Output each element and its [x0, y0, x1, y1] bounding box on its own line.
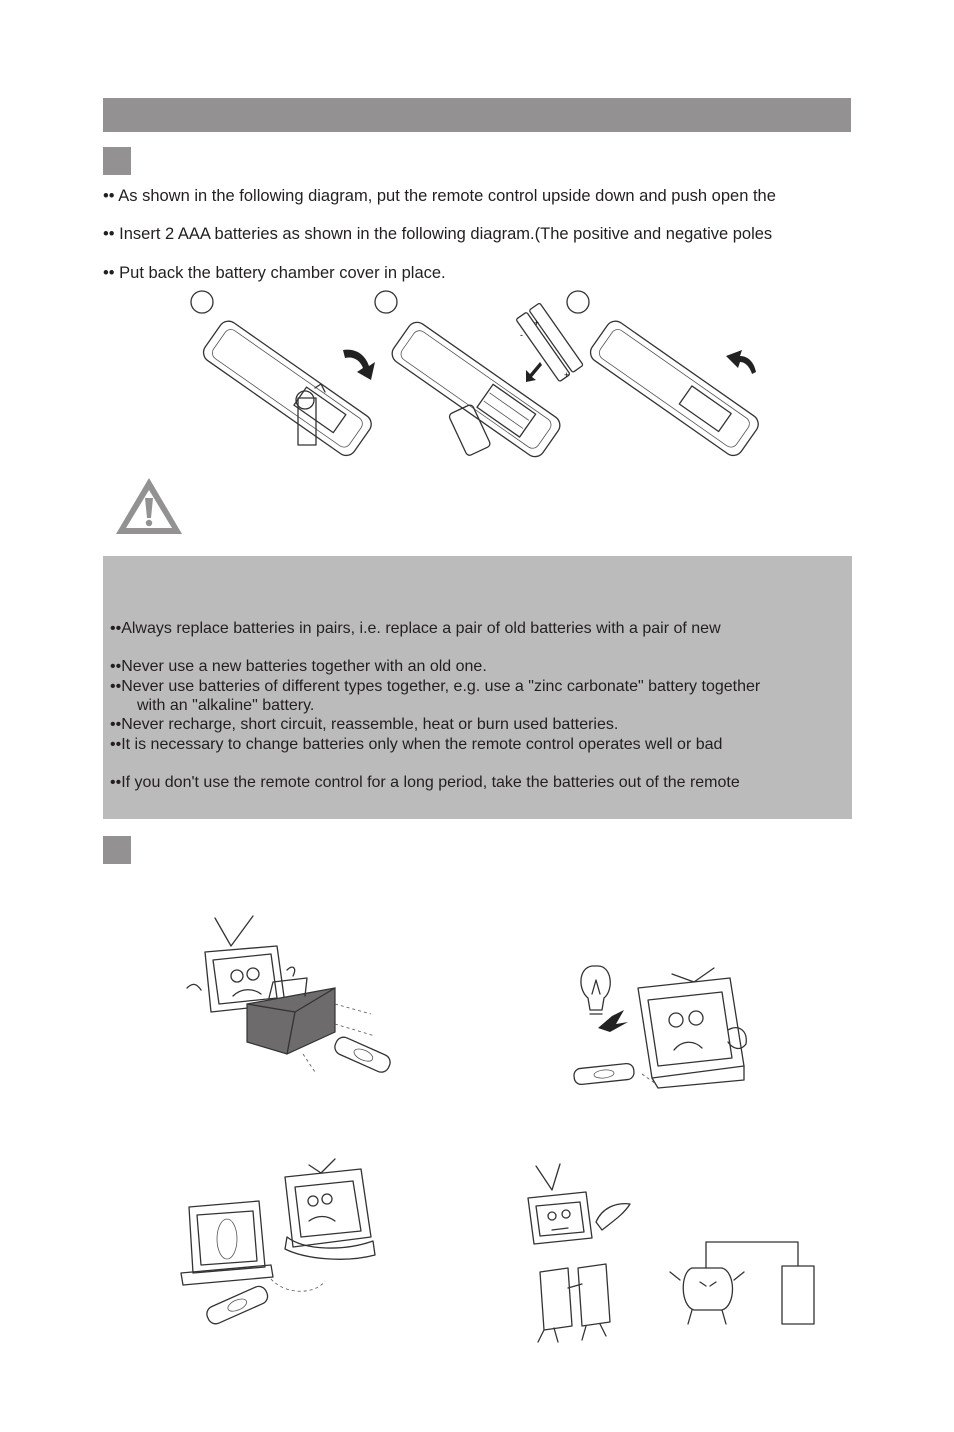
warning-item-5 — [110, 735, 722, 754]
instruction-3: •• Put back the battery chamber cover in place. — [103, 264, 446, 282]
warning-item-4-text: ••Never recharge, short circuit, reassemble, heat or burn used batteries. — [110, 716, 619, 733]
battery-plus-mark-2: + — [564, 370, 570, 380]
instruction-1: •• As shown in the following diagram, put the remote control upside down and push open the — [103, 187, 776, 205]
battery-minus-mark: - — [520, 330, 523, 340]
instruction-2: •• Insert 2 AAA batteries as shown in the following diagram.(The positive and negative poles — [103, 225, 773, 243]
warning-item-3-continuation: with an "alkaline" battery. — [137, 697, 315, 714]
warning-item-4 — [110, 715, 618, 734]
warning-item-3 — [110, 677, 760, 715]
warning-item-6-text: ••If you don't use the remote control for a long period, take the batteries out of the remote — [110, 774, 740, 791]
tv-under-lamp-illustration — [568, 960, 773, 1098]
warning-item-2-text: ••Never use a new batteries together with an old one. — [110, 658, 487, 675]
section-header-bar — [103, 98, 851, 132]
tv-with-second-tv-illustration — [175, 1155, 395, 1330]
warning-triangle-icon — [112, 474, 186, 538]
warning-item-2 — [110, 657, 487, 676]
section-marker-1 — [103, 147, 131, 175]
warning-item-1 — [110, 619, 721, 638]
tv-with-batteries-illustration — [520, 1160, 825, 1348]
battery-plus-mark: + — [534, 318, 540, 328]
step-3-close-cover-illustration — [562, 288, 777, 473]
section-marker-2 — [103, 836, 131, 864]
step-2-insert-batteries-illustration — [372, 288, 587, 473]
warning-item-3-text: ••Never use batteries of different types together, e.g. use a "zinc carbonate" battery together — [110, 678, 761, 695]
warning-item-1-text: ••Always replace batteries in pairs, i.e. replace a pair of old batteries with a pair of new — [110, 620, 721, 637]
step-1-open-cover-illustration — [185, 288, 395, 473]
tv-with-box-obstacle-illustration — [175, 912, 400, 1082]
warning-item-6 — [110, 773, 740, 792]
warning-item-5-text: ••It is necessary to change batteries only when the remote control operates well or bad — [110, 736, 723, 753]
